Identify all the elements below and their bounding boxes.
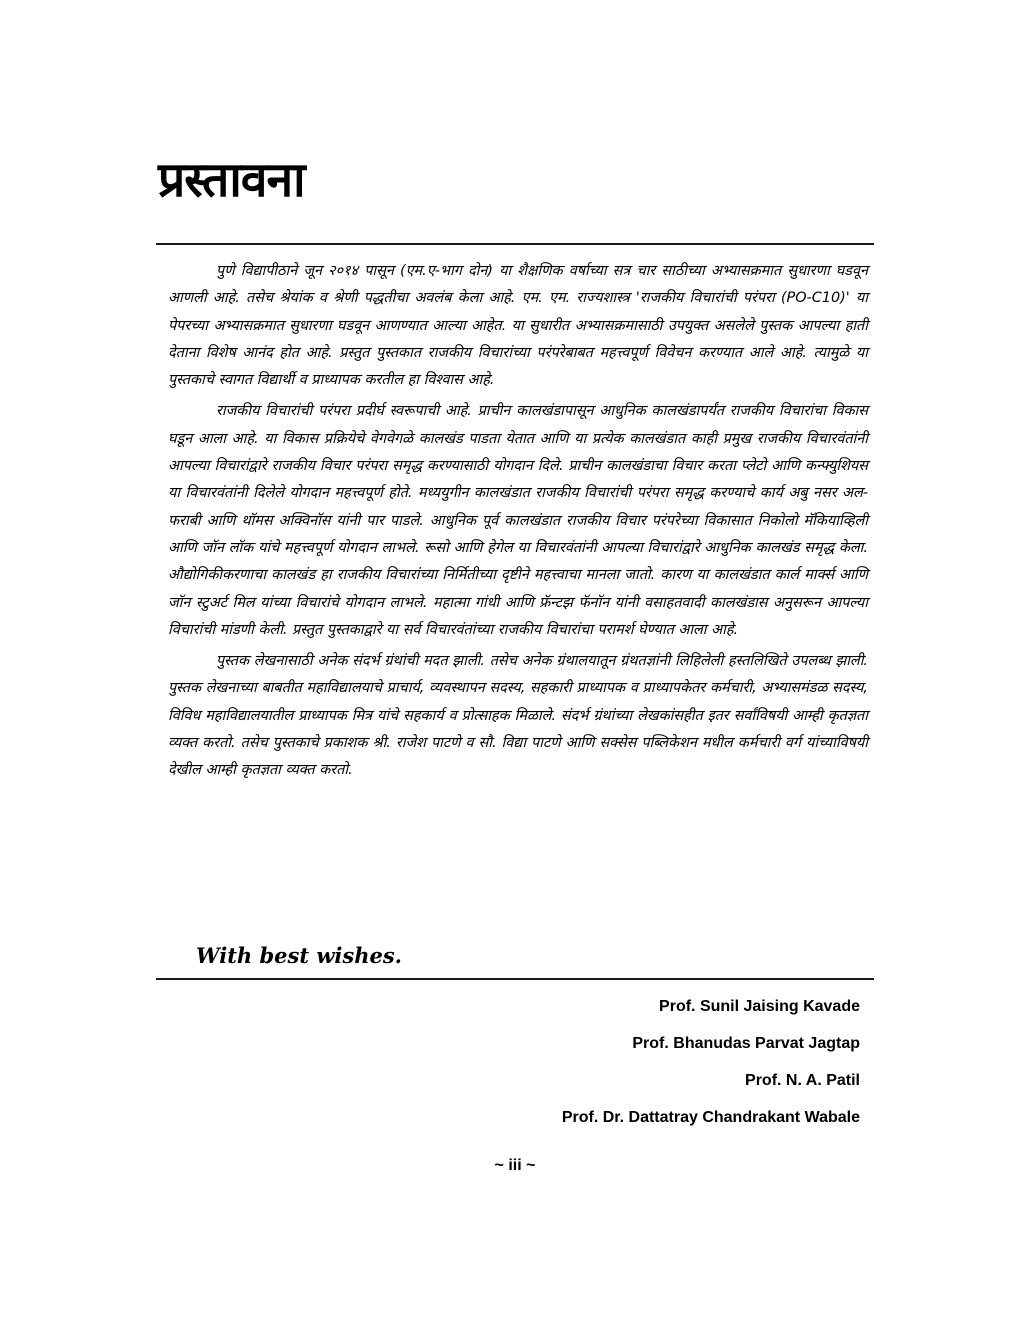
paragraph: राजकीय विचारांची परंपरा प्रदीर्घ स्वरूपाची आहे. प्राचीन कालखंडापासून आधुनिक कालखंडापर्यंत राजकीय विचारांचा विकास घडून आला आहे. या विकास प्रक्रियेचे वेगवेगळे कालखंड पाडता येतात आणि या प्रत्येक कालखंडात काही प्रमुख राजकीय विचारवंतांनी आपल्या विचारांद्वारे राजकीय विचार परंपरा समृद्ध करण्यासाठी योगदान दिले. प्राचीन कालखंडाचा विचार करता प्लेटो आणि कन्फ्युशियस या विचारवंतांनी दिलेले योगदान महत्त्वपूर्ण होते. मध्ययुगीन कालखंडात राजकीय विचारांची परंपरा समृद्ध करण्याचे कार्य अबु नसर अल-फराबी आणि थॉमस अक्विनॉस यांनी पार पाडले. आधुनिक पूर्व कालखंडात राजकीय विचार परंपरेच्या विकासात निकोलो मॅकियाव्हिली आणि जॉन लॉक यांचे महत्त्वपूर्ण योगदान लाभले. रूसो आणि हेगेल या विचारवंतांनी आपल्या विचारांद्वारे आधुनिक कालखंड समृद्ध केला. औद्योगिकीकरणाचा कालखंड हा राजकीय विचारांच्या निर्मितीच्या दृष्टीने महत्त्वाचा मानला जातो. कारण या कालखंडात कार्ल मार्क्स आणि जॉन स्टुअर्ट मिल यांच्या विचारांचे योगदान लाभले. महात्मा गांधी आणि फ्रॅन्टझ फॅनॉन यांनी वसाहतवादी कालखंडास अनुसरून आपल्या विचारांची मांडणी केली. प्रस्तुत पुस्तकाद्वारे या सर्व विचारवंतांच्या राजकीय विचारांचा परामर्श घेण्यात आला आहे. [168,403,868,638]
signatory-name: Prof. Bhanudas Parvat Jagtap [632,1035,860,1052]
paragraph: पुस्तक लेखनासाठी अनेक संदर्भ ग्रंथांची मदत झाली. तसेच अनेक ग्रंथालयातून ग्रंथतज्ञांनी लिहिलेली हस्तलिखिते उपलब्ध झाली. पुस्तक लेखनाच्या बाबतीत महाविद्यालयाचे प्राचार्य, व्यवस्थापन सदस्य, सहकारी प्राध्यापक व प्राध्यापकेतर कर्मचारी, अभ्यासमंडळ सदस्य, विविध महाविद्यालयातील प्राध्यापक मित्र यांचे सहकार्य व प्रोत्साहक मिळाले. संदर्भ ग्रंथांच्या लेखकांसहीत इतर सर्वांविषयी आम्ही कृतज्ञता व्यक्त करतो. तसेच पुस्तकाचे प्रकाशक श्री. राजेश पाटणे व सौ. विद्या पाटणे आणि सक्सेस पब्लिकेशन मधील कर्मचारी वर्ग यांच्याविषयी देखील आम्ही कृतज्ञता व्यक्त करतो. [168,653,868,779]
signatory-name: Prof. N. A. Patil [745,1072,860,1089]
preface-body [168,258,868,785]
closing-wishes: With best wishes. [196,943,402,968]
page-number: ~ iii ~ [494,1157,536,1174]
signatory-name: Prof. Dr. Dattatray Chandrakant Wabale [561,1109,860,1126]
signatory-name: Prof. Sunil Jaising Kavade [659,998,860,1015]
bottom-divider [156,978,874,980]
signatory-list [562,996,860,1144]
paragraph: पुणे विद्यापीठाने जून २०१४ पासून (एम.ए-भाग दोन) या शैक्षणिक वर्षाच्या सत्र चार साठीच्या अभ्यासक्रमात सुधारणा घडवून आणली आहे. तसेच श्रेयांक व श्रेणी पद्धतीचा अवलंब केला आहे. एम. एम. राज्यशास्त्र 'राजकीय विचारांची परंपरा (PO-C10)' या पेपरच्या अभ्यासक्रमात सुधारणा घडवून आणण्यात आल्या आहेत. या सुधारीत अभ्यासक्रमासाठी उपयुक्त असलेले पुस्तक आपल्या हाती देताना विशेष आनंद होत आहे. प्रस्तुत पुस्तकात राजकीय विचारांच्या परंपरेबाबत महत्त्वपूर्ण विवेचन करण्यात आले आहे. त्यामुळे या पुस्तकाचे स्वागत विद्यार्थी व प्राध्यापक करतील हा विश्वास आहे. [168,263,868,389]
page-title: प्रस्तावना [158,152,305,208]
top-divider [156,243,874,245]
